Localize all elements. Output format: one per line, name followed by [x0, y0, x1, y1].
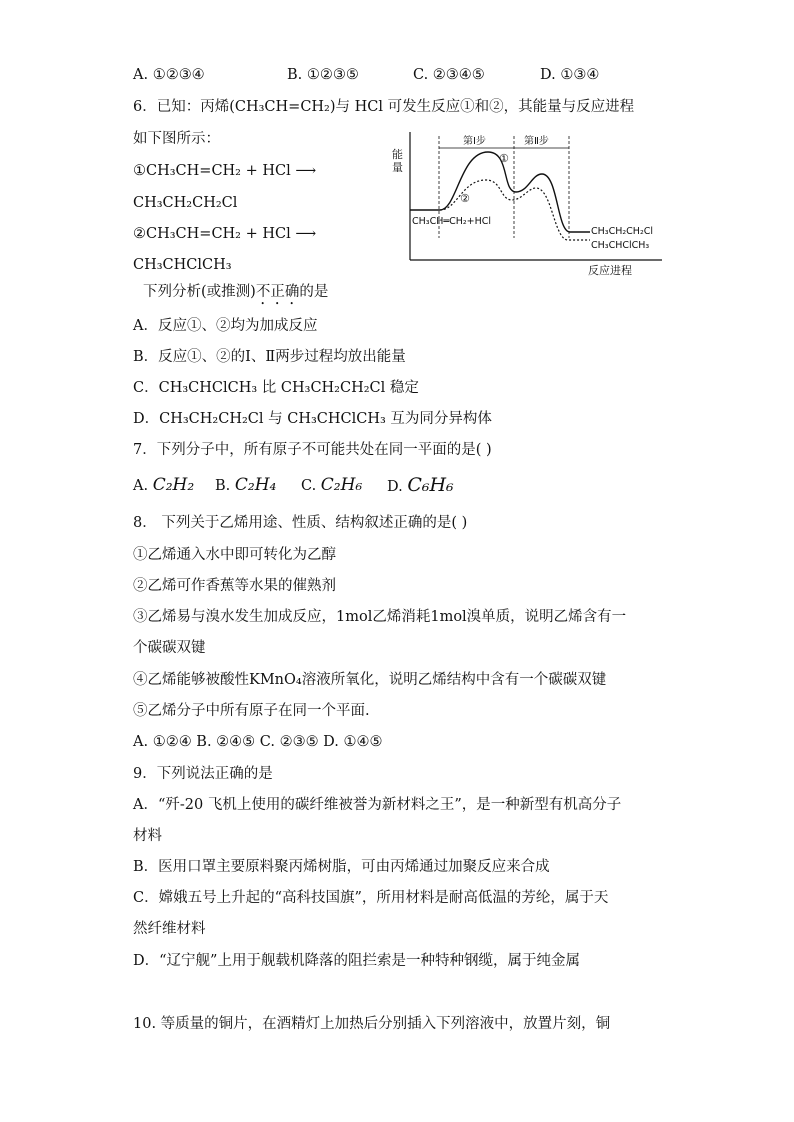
q7-option-d-letter: D.	[387, 479, 403, 495]
q7-option-d	[387, 475, 454, 497]
q6-question	[143, 282, 328, 308]
q9-option-a-cont: 材料	[133, 828, 162, 844]
energy-profile-diagram	[362, 128, 672, 280]
x-axis-label: 反应进程	[588, 264, 632, 277]
product2-label: CH₃CHClCH₃	[591, 240, 650, 251]
q8-item-3: ③乙烯易与溴水发生加成反应，1mol乙烯消耗1mol溴单质，说明乙烯含有一	[133, 609, 627, 625]
q8-stem: 8． 下列关于乙烯用途、性质、结构叙述正确的是( )	[133, 515, 468, 531]
q9-option-c: C．嫦娥五号上升起的“高科技国旗”，所用材料是耐高低温的芳纶，属于天	[133, 890, 609, 906]
q5-option-c: C. ②③④⑤	[413, 67, 485, 83]
q7-option-b-formula: C₂H₄	[234, 475, 277, 495]
q7-option-c-formula: C₂H₆	[320, 475, 363, 495]
q5-option-b: B. ①②③⑤	[287, 67, 359, 83]
q9-option-c-cont: 然纤维材料	[133, 921, 206, 937]
step1-label: 第Ⅰ步	[463, 136, 486, 147]
q6-question-emphasis: 不正确	[255, 284, 300, 300]
q6-reaction2-line2: CH₃CHClCH₃	[133, 257, 232, 273]
q7-option-b-letter: B.	[215, 478, 231, 494]
q9-stem: 9．下列说法正确的是	[133, 766, 273, 782]
q6-option-b: B．反应①、②的Ⅰ、Ⅱ两步过程均放出能量	[133, 349, 406, 365]
curve1-label: ①	[499, 152, 509, 165]
q8-item-1: ①乙烯通入水中即可转化为乙醇	[133, 547, 336, 563]
q7-option-d-formula: C₆H₆	[407, 474, 454, 496]
q6-option-a: A．反应①、②均为加成反应	[133, 318, 318, 334]
step2-label: 第Ⅱ步	[524, 136, 549, 147]
y-axis-label-2: 量	[392, 161, 403, 174]
q8-item-4: ④乙烯能够被酸性KMnO₄溶液所氧化，说明乙烯结构中含有一个碳碳双键	[133, 672, 607, 688]
q6-question-prefix: 下列分析(或推测)	[143, 284, 256, 300]
q9-option-b: B．医用口罩主要原料聚丙烯树脂，可由丙烯通过加聚反应来合成	[133, 859, 550, 875]
q7-option-a-letter: A.	[133, 478, 149, 494]
q8-item-3-cont: 个碳碳双键	[133, 640, 206, 656]
q8-item-5: ⑤乙烯分子中所有原子在同一个平面.	[133, 703, 370, 719]
q6-stem-line1: 6．已知：丙烯(CH₃CH=CH₂)与 HCl 可发生反应①和②，其能量与反应进程	[133, 99, 635, 115]
q8-options: A. ①②④ B. ②④⑤ C. ②③⑤ D. ①④⑤	[133, 734, 383, 750]
q8-item-2: ②乙烯可作香蕉等水果的催熟剂	[133, 578, 336, 594]
q6-reaction2-line1: ②CH₃CH=CH₂ + HCl ⟶	[133, 226, 317, 242]
q6-option-d: D．CH₃CH₂CH₂Cl 与 CH₃CHClCH₃ 互为同分异构体	[133, 411, 492, 427]
q6-question-suffix: 的是	[299, 284, 329, 300]
q9-option-d: D．“辽宁舰”上用于舰载机降落的阻拦索是一种特种钢缆，属于纯金属	[133, 953, 580, 969]
q5-option-a: A. ①②③④	[133, 67, 205, 83]
q7-option-b	[215, 475, 276, 496]
q6-reaction1-line2: CH₃CH₂CH₂Cl	[133, 195, 238, 211]
q6-stem-line2: 如下图所示：	[133, 131, 220, 147]
y-axis-label-1: 能	[392, 148, 403, 161]
q9-option-a: A．“歼-20 飞机上使用的碳纤维被誉为新材料之王”，是一种新型有机高分子	[133, 797, 622, 813]
q7-stem: 7．下列分子中，所有原子不可能共处在同一平面的是( )	[133, 442, 492, 458]
q6-option-c: C．CH₃CHClCH₃ 比 CH₃CH₂CH₂Cl 稳定	[133, 380, 419, 396]
q10-stem: 10. 等质量的铜片，在酒精灯上加热后分别插入下列溶液中，放置片刻，铜	[133, 1016, 611, 1032]
q6-reaction1-line1: ①CH₃CH=CH₂ + HCl ⟶	[133, 163, 317, 179]
curve2-label: ②	[460, 192, 470, 205]
reactant-label: CH₃CH═CH₂+HCl	[412, 216, 492, 227]
q5-option-d: D. ①③④	[540, 67, 600, 83]
q7-option-c	[301, 475, 362, 496]
q7-option-a	[133, 475, 194, 496]
product1-label: CH₃CH₂CH₂Cl	[591, 226, 654, 237]
q7-option-a-formula: C₂H₂	[152, 475, 195, 495]
q7-option-c-letter: C.	[301, 478, 317, 494]
